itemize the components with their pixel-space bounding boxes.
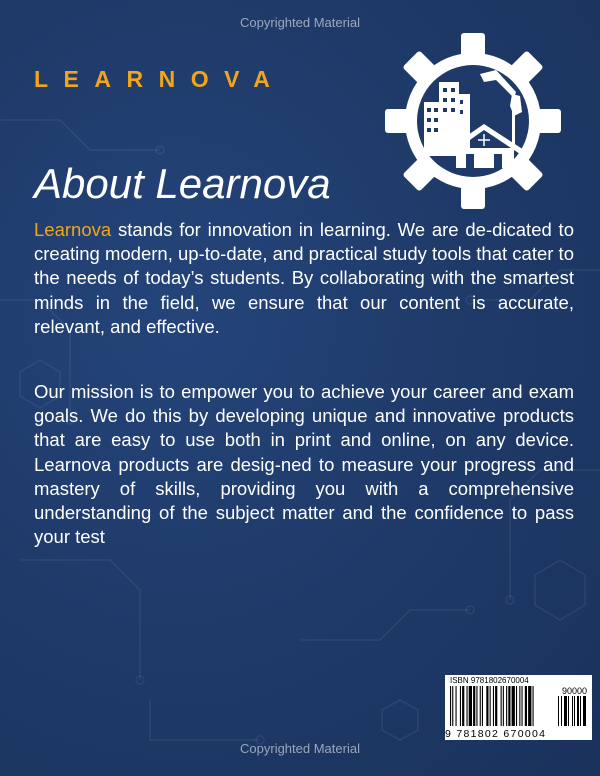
barcode-digits: 9 781802 670004 xyxy=(445,728,547,740)
copyright-watermark-top: Copyrighted Material xyxy=(240,15,360,30)
mission-paragraph: Our mission is to empower you to achieve your career and exam goals. We do this by developing unique and innovative products that are easy to use both in print and online, on any device. Learnova products are desig-ned to measure your progress and mastery of skills, providing you with a comprehensive understanding of the subject matter and the confidence to pass your test xyxy=(34,381,574,548)
barcode-bars xyxy=(450,686,587,728)
about-paragraph-text: stands for innovation in learning. We are de-dicated to creating modern, up-to-date, and practical study tools that cater to the needs of today’s students. By collaborating with the smartest minds in the field, we ensure that our content is accurate, relevant, and effective. xyxy=(34,219,574,337)
about-paragraph xyxy=(34,218,574,339)
price-code: 90000 xyxy=(561,686,587,696)
brand-highlight: Learnova xyxy=(34,219,112,240)
page-title: About Learnova xyxy=(34,160,331,207)
isbn-barcode xyxy=(445,675,592,740)
isbn-label: ISBN 9781802670004 xyxy=(450,676,529,685)
brand-logo-text: LEARNOVA xyxy=(34,66,286,92)
gear-city-logo-icon xyxy=(384,32,562,210)
copyright-watermark-bottom: Copyrighted Material xyxy=(240,741,360,756)
